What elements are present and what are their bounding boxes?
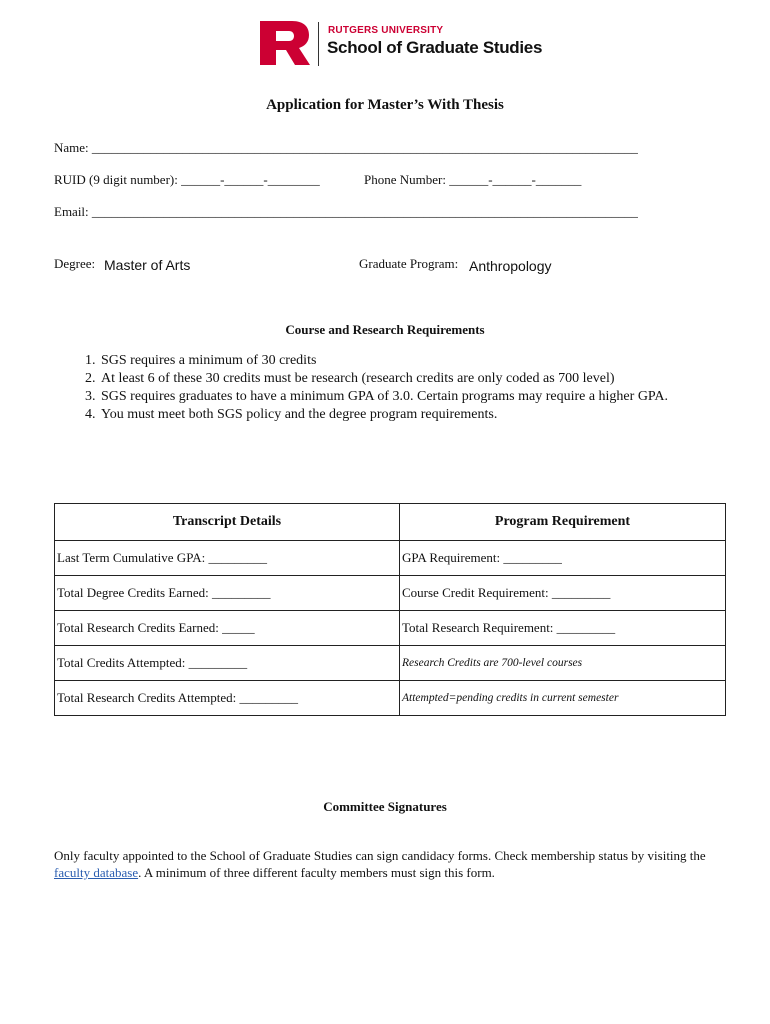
transcript-table [54, 503, 726, 716]
gpa-cell[interactable]: Last Term Cumulative GPA: _________ [55, 541, 400, 576]
table-row [55, 681, 726, 716]
faculty-database-link[interactable]: faculty database [54, 865, 139, 880]
course-credit-requirement-cell[interactable]: Course Credit Requirement: _________ [400, 576, 726, 611]
ruid-field[interactable]: RUID (9 digit number): ______-______-________ [54, 172, 320, 187]
table-row [55, 541, 726, 576]
list-item: 3. SGS requires graduates to have a minimum GPA of 3.0. Certain programs may require a higher GPA. [99, 388, 770, 406]
committee-paragraph [54, 847, 714, 881]
degree-label: Degree: [54, 256, 96, 271]
program-requirement-header: Program Requirement [400, 504, 726, 541]
research-credits-cell[interactable]: Total Research Credits Earned: _____ [55, 611, 400, 646]
research-note-cell: Research Credits are 700-level courses [400, 646, 726, 681]
program-value[interactable]: Anthropology [469, 258, 552, 274]
school-name: School of Graduate Studies [327, 38, 543, 57]
degree-credits-cell[interactable]: Total Degree Credits Earned: _________ [55, 576, 400, 611]
list-item: 1. SGS requires a minimum of 30 credits [99, 352, 770, 370]
email-field[interactable]: Email: ____________________________________________________________________________________ [54, 204, 638, 219]
credits-attempted-cell[interactable]: Total Credits Attempted: _________ [55, 646, 400, 681]
degree-value[interactable]: Master of Arts [104, 257, 191, 273]
committee-text-before: Only faculty appointed to the School of Graduate Studies can sign candidacy forms. Check membership status by visiting the [54, 848, 706, 863]
phone-field[interactable]: Phone Number: ______-______-_______ [364, 172, 582, 187]
committee-text-after: . A minimum of three different faculty members must sign this form. [138, 865, 495, 880]
name-field[interactable]: Name: ____________________________________________________________________________________ [54, 140, 638, 155]
research-attempted-cell[interactable]: Total Research Credits Attempted: _________ [55, 681, 400, 716]
rutgers-r-logo [258, 20, 312, 66]
research-requirement-cell[interactable]: Total Research Requirement: _________ [400, 611, 726, 646]
committee-heading: Committee Signatures [323, 799, 447, 814]
transcript-details-header: Transcript Details [55, 504, 400, 541]
gpa-requirement-cell[interactable]: GPA Requirement: _________ [400, 541, 726, 576]
requirements-heading: Course and Research Requirements [285, 322, 485, 337]
logo-divider [318, 22, 319, 66]
table-header-row [55, 504, 726, 541]
table-row [55, 646, 726, 681]
page-title: Application for Master’s With Thesis [266, 97, 504, 113]
university-name: RUTGERS UNIVERSITY [328, 25, 444, 36]
table-row [55, 576, 726, 611]
table-row [55, 611, 726, 646]
attempted-note-cell: Attempted=pending credits in current semester [400, 681, 726, 716]
requirements-list [55, 352, 770, 424]
program-label: Graduate Program: [359, 256, 459, 271]
list-item: 2. At least 6 of these 30 credits must be research (research credits are only coded as 700 level) [99, 370, 770, 388]
list-item: 4. You must meet both SGS policy and the degree program requirements. [99, 406, 770, 424]
